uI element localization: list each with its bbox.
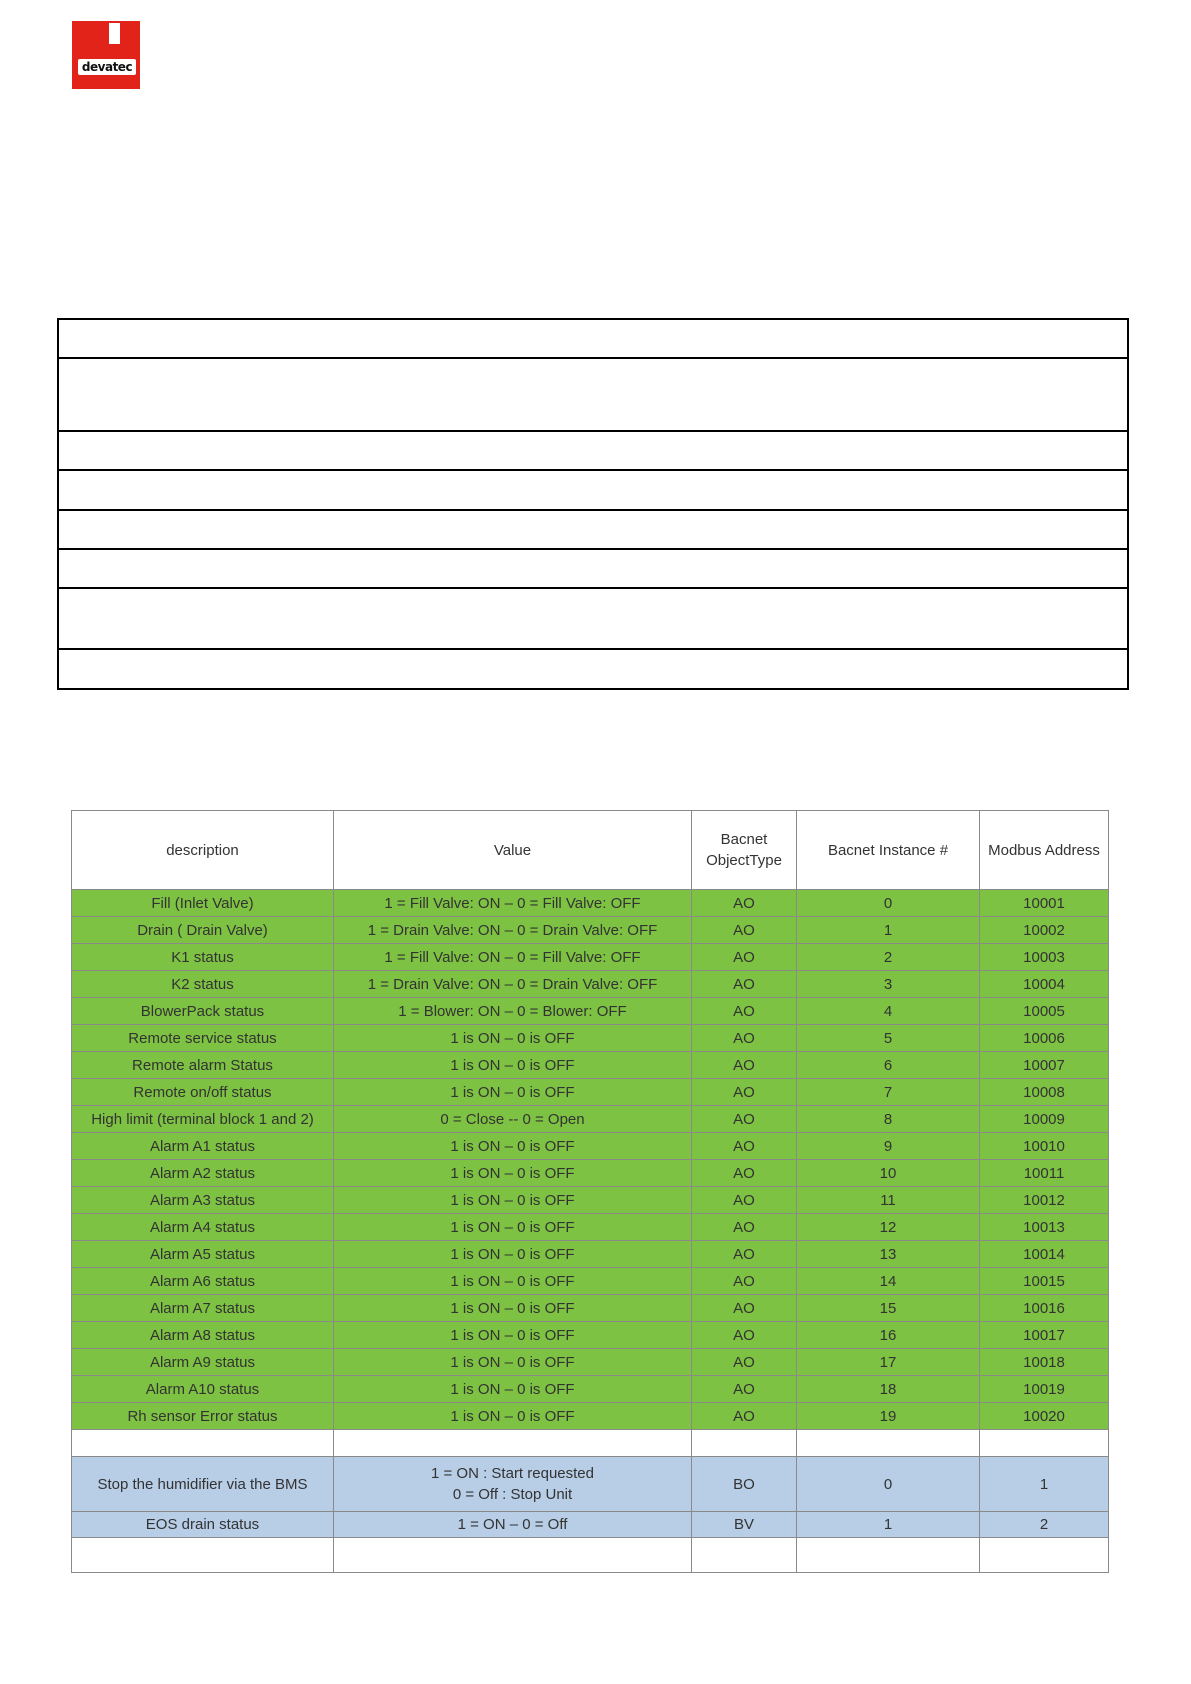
object-type-cell: AO (692, 1214, 797, 1241)
address-cell: 10006 (980, 1025, 1109, 1052)
description-cell: Rh sensor Error status (72, 1403, 334, 1430)
object-type-cell: AO (692, 1295, 797, 1322)
address-cell: 10015 (980, 1268, 1109, 1295)
value-cell: 1 is ON – 0 is OFF (334, 1079, 692, 1106)
description-cell: BlowerPack status (72, 998, 334, 1025)
empty-cell (58, 549, 1128, 588)
object-type-cell: AO (692, 944, 797, 971)
table-row (72, 1512, 1109, 1538)
address-cell: 10011 (980, 1160, 1109, 1187)
address-cell: 10003 (980, 944, 1109, 971)
value-cell (334, 1457, 692, 1512)
description-cell: Remote on/off status (72, 1079, 334, 1106)
description-cell: Remote service status (72, 1025, 334, 1052)
value-cell: 1 is ON – 0 is OFF (334, 1025, 692, 1052)
address-cell: 10017 (980, 1322, 1109, 1349)
value-cell: 1 is ON – 0 is OFF (334, 1133, 692, 1160)
table-header-row (72, 811, 1109, 890)
address-cell: 10004 (980, 971, 1109, 998)
table-row (72, 1457, 1109, 1512)
object-type-cell: AO (692, 917, 797, 944)
instance-cell: 14 (797, 1268, 980, 1295)
col-header-object-type: Bacnet ObjectType (692, 811, 797, 890)
description-cell: High limit (terminal block 1 and 2) (72, 1106, 334, 1133)
col-header-description: description (72, 811, 334, 890)
description-cell: Remote alarm Status (72, 1052, 334, 1079)
instance-cell: 10 (797, 1160, 980, 1187)
object-type-cell: AO (692, 1322, 797, 1349)
description-cell: Alarm A5 status (72, 1241, 334, 1268)
empty-cell (58, 470, 1128, 510)
address-cell: 10009 (980, 1106, 1109, 1133)
description-cell: Stop the humidifier via the BMS (72, 1457, 334, 1512)
instance-cell: 8 (797, 1106, 980, 1133)
object-type-cell: AO (692, 1160, 797, 1187)
table-row (72, 890, 1109, 917)
object-type-cell: AO (692, 1052, 797, 1079)
instance-cell: 5 (797, 1025, 980, 1052)
table-row (72, 1187, 1109, 1214)
address-cell: 10002 (980, 917, 1109, 944)
instance-cell: 7 (797, 1079, 980, 1106)
value-cell: 1 is ON – 0 is OFF (334, 1295, 692, 1322)
logo-notch (109, 23, 120, 44)
value-cell: 1 is ON – 0 is OFF (334, 1214, 692, 1241)
description-cell: Alarm A8 status (72, 1322, 334, 1349)
instance-cell: 1 (797, 1512, 980, 1538)
object-type-cell: AO (692, 1403, 797, 1430)
blank-row (72, 1430, 1109, 1457)
object-type-cell: AO (692, 1106, 797, 1133)
instance-cell: 18 (797, 1376, 980, 1403)
value-line: 0 = Off : Stop Unit (452, 1486, 573, 1503)
table-row (72, 1106, 1109, 1133)
table-row (72, 1349, 1109, 1376)
empty-cell (58, 431, 1128, 470)
table-row (72, 1214, 1109, 1241)
value-cell: 1 = Fill Valve: ON – 0 = Fill Valve: OFF (334, 944, 692, 971)
address-cell: 10016 (980, 1295, 1109, 1322)
bacnet-modbus-table (71, 810, 1109, 1573)
value-cell: 1 = Drain Valve: ON – 0 = Drain Valve: OFF (334, 971, 692, 998)
address-cell: 10010 (980, 1133, 1109, 1160)
object-type-cell: BV (692, 1512, 797, 1538)
instance-cell: 13 (797, 1241, 980, 1268)
table-row (72, 1052, 1109, 1079)
object-type-cell: AO (692, 1025, 797, 1052)
address-cell: 10005 (980, 998, 1109, 1025)
empty-cell (58, 358, 1128, 431)
table-row (72, 917, 1109, 944)
instance-cell: 15 (797, 1295, 980, 1322)
devatec-logo (72, 21, 140, 89)
value-cell: 1 is ON – 0 is OFF (334, 1403, 692, 1430)
description-cell: Alarm A3 status (72, 1187, 334, 1214)
empty-cell (58, 649, 1128, 689)
object-type-cell: AO (692, 998, 797, 1025)
logo-text: devatec (78, 59, 136, 75)
object-type-cell: AO (692, 1241, 797, 1268)
description-cell: Fill (Inlet Valve) (72, 890, 334, 917)
value-cell: 1 = Blower: ON – 0 = Blower: OFF (334, 998, 692, 1025)
object-type-cell: AO (692, 1349, 797, 1376)
description-cell: Alarm A10 status (72, 1376, 334, 1403)
address-cell: 10019 (980, 1376, 1109, 1403)
description-cell: Alarm A9 status (72, 1349, 334, 1376)
instance-cell: 2 (797, 944, 980, 971)
table-row (72, 998, 1109, 1025)
value-cell: 1 = Fill Valve: ON – 0 = Fill Valve: OFF (334, 890, 692, 917)
table-row (72, 1268, 1109, 1295)
object-type-cell: AO (692, 890, 797, 917)
address-cell: 10018 (980, 1349, 1109, 1376)
value-cell: 1 is ON – 0 is OFF (334, 1349, 692, 1376)
col-header-instance: Bacnet Instance # (797, 811, 980, 890)
description-cell: Alarm A7 status (72, 1295, 334, 1322)
description-cell: Alarm A2 status (72, 1160, 334, 1187)
address-cell: 10013 (980, 1214, 1109, 1241)
object-type-cell: AO (692, 1079, 797, 1106)
empty-form-table (57, 318, 1129, 690)
value-cell: 1 is ON – 0 is OFF (334, 1322, 692, 1349)
table-row (72, 1322, 1109, 1349)
empty-cell (58, 510, 1128, 549)
empty-cell (58, 319, 1128, 358)
instance-cell: 1 (797, 917, 980, 944)
table-row (72, 1376, 1109, 1403)
table-row (72, 944, 1109, 971)
object-type-cell: BO (692, 1457, 797, 1512)
table-row (72, 1403, 1109, 1430)
instance-cell: 6 (797, 1052, 980, 1079)
object-type-cell: AO (692, 1187, 797, 1214)
value-cell: 1 is ON – 0 is OFF (334, 1052, 692, 1079)
table-row (72, 1133, 1109, 1160)
instance-cell: 11 (797, 1187, 980, 1214)
value-cell: 0 = Close -- 0 = Open (334, 1106, 692, 1133)
description-cell: Alarm A4 status (72, 1214, 334, 1241)
description-cell: Drain ( Drain Valve) (72, 917, 334, 944)
table-row (72, 971, 1109, 998)
instance-cell: 19 (797, 1403, 980, 1430)
description-cell: EOS drain status (72, 1512, 334, 1538)
value-cell: 1 is ON – 0 is OFF (334, 1241, 692, 1268)
value-cell: 1 is ON – 0 is OFF (334, 1187, 692, 1214)
description-cell: K2 status (72, 971, 334, 998)
value-line: 1 = ON : Start requested (430, 1465, 594, 1482)
object-type-cell: AO (692, 1133, 797, 1160)
address-cell: 10007 (980, 1052, 1109, 1079)
value-cell: 1 is ON – 0 is OFF (334, 1268, 692, 1295)
instance-cell: 17 (797, 1349, 980, 1376)
object-type-cell: AO (692, 1268, 797, 1295)
value-cell: 1 = ON – 0 = Off (334, 1512, 692, 1538)
table-row (72, 1079, 1109, 1106)
address-cell: 10014 (980, 1241, 1109, 1268)
description-cell: Alarm A6 status (72, 1268, 334, 1295)
object-type-cell: AO (692, 971, 797, 998)
address-cell: 2 (980, 1512, 1109, 1538)
value-cell: 1 is ON – 0 is OFF (334, 1160, 692, 1187)
address-cell: 10001 (980, 890, 1109, 917)
instance-cell: 16 (797, 1322, 980, 1349)
instance-cell: 9 (797, 1133, 980, 1160)
address-cell: 10008 (980, 1079, 1109, 1106)
instance-cell: 4 (797, 998, 980, 1025)
value-cell: 1 is ON – 0 is OFF (334, 1376, 692, 1403)
address-cell: 10012 (980, 1187, 1109, 1214)
col-header-value: Value (334, 811, 692, 890)
instance-cell: 3 (797, 971, 980, 998)
table-row (72, 1025, 1109, 1052)
description-cell: K1 status (72, 944, 334, 971)
instance-cell: 0 (797, 1457, 980, 1512)
table-row (72, 1295, 1109, 1322)
address-cell: 1 (980, 1457, 1109, 1512)
table-row (72, 1241, 1109, 1268)
col-header-modbus-address: Modbus Address (980, 811, 1109, 890)
logo-background (74, 23, 138, 87)
empty-cell (58, 588, 1128, 649)
table-row (72, 1160, 1109, 1187)
blank-row (72, 1538, 1109, 1573)
object-type-cell: AO (692, 1376, 797, 1403)
instance-cell: 0 (797, 890, 980, 917)
value-cell: 1 = Drain Valve: ON – 0 = Drain Valve: OFF (334, 917, 692, 944)
description-cell: Alarm A1 status (72, 1133, 334, 1160)
address-cell: 10020 (980, 1403, 1109, 1430)
instance-cell: 12 (797, 1214, 980, 1241)
